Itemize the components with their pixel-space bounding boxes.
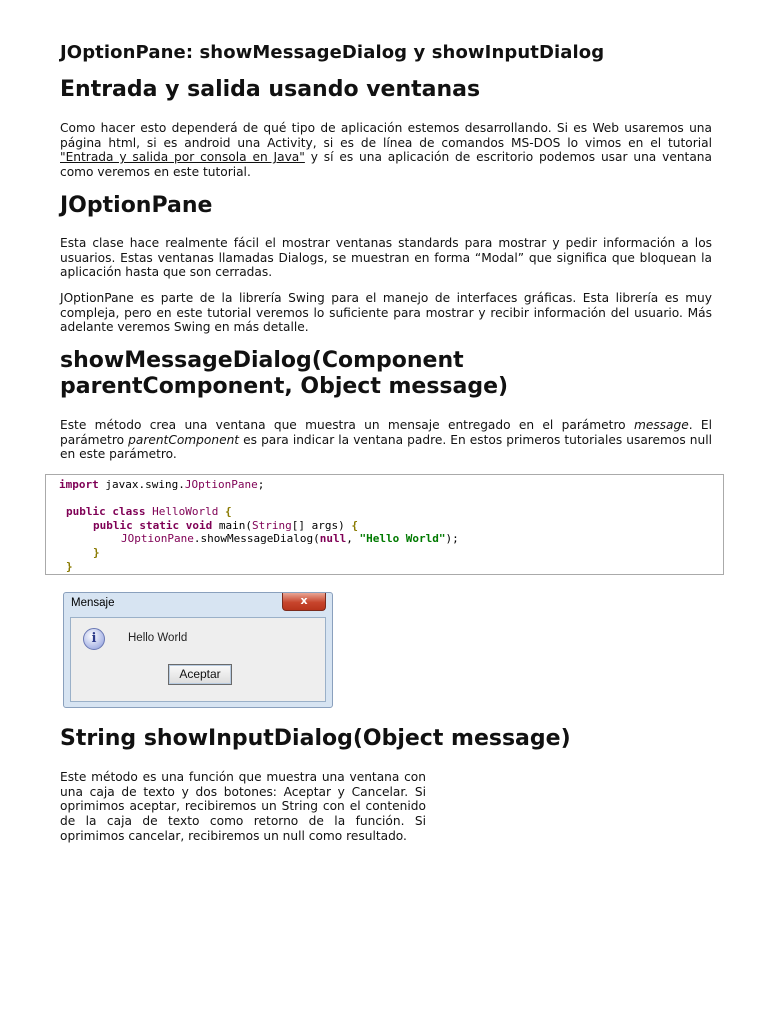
heading-showmessagedialog-line2: parentComponent, Object message) [60,374,509,399]
code-line-blank [46,492,723,506]
code-class-name: HelloWorld [145,505,225,519]
code-call-end: ); [445,532,459,546]
code-block [45,474,724,575]
showmessage-paragraph [60,418,712,462]
document-title: JOptionPane: showMessageDialog y showInputDialog [60,42,605,63]
code-line-call [46,532,723,546]
code-class-keyword: public class [66,505,146,519]
showmessage-text-c: es para indicar la ventana padre. En estos primeros tutoriales usaremos null en este parámetro. [60,432,713,462]
dialog-message: Hello World [128,632,188,644]
code-import-class: JOptionPane [184,478,258,491]
dialog-title: Mensaje [71,597,115,609]
code-line-class [46,505,723,519]
intro-text-1: Como hacer esto dependerá de qué tipo de aplicación estemos desarrollando. Si es Web usaremos una página html, si es android una Activity, si es de línea de comandos MS-DOS lo vimos en el tutorial [60,121,712,150]
intro-paragraph [60,121,712,180]
dialog-body [70,617,326,702]
tutorial-link[interactable]: "Entrada y salida por consola en Java" [60,150,305,165]
code-line-class-close [46,560,723,574]
joptionpane-paragraph-1: Esta clase hace realmente fácil el mostrar ventanas standards para mostrar y pedir información a los usuarios. Estas ventanas llamadas Dialogs, se muestran en forma “Modal” que significa que bloquean la aplicación hasta que son cerradas. [60,236,712,280]
code-line-main [46,519,723,533]
showmessage-text-a: Este método crea una ventana que muestra un mensaje entregado en el parámetro [60,418,634,432]
code-brace-open: { [224,505,232,519]
code-call-method: .showMessageDialog( [193,532,320,546]
code-line-import [46,478,723,492]
code-main-args: [] args) [291,518,352,532]
code-semicolon: ; [257,478,265,491]
information-icon: i [83,628,105,650]
param-parentcomponent: parentComponent [128,432,240,447]
showmessage-text-b: . El parámetro [60,418,712,447]
code-string-literal: "Hello World" [359,532,446,546]
code-line-main-close [46,546,723,560]
close-icon[interactable]: x [282,593,326,611]
code-main-keyword: public static void [93,518,213,532]
code-import-keyword: import [59,478,99,491]
code-null-keyword: null [319,532,347,546]
code-call-class: JOptionPane [121,532,194,546]
message-dialog-screenshot [63,592,333,708]
param-message: message [633,418,689,432]
code-main-name: main( [212,518,252,532]
code-comma: , [346,532,360,546]
code-main-brace-close: } [93,545,100,559]
code-class-brace-close: } [66,559,73,573]
showinput-paragraph: Este método es una función que muestra una ventana con una caja de texto y dos botones: Aceptar y Cancelar. Si oprimimos aceptar, recibiremos un String con el contenido de la caja de texto como retorno de la función. Si oprimimos cancelar, recibiremos un null como resultado. [60,770,426,843]
heading-entrada-salida: Entrada y salida usando ventanas [60,77,481,102]
code-import-package: javax.swing. [98,478,185,491]
heading-showmessagedialog-line1: showMessageDialog(Component [60,348,464,373]
heading-joptionpane: JOptionPane [60,193,213,218]
intro-text-2: y sí es una aplicación de escritorio podemos usar una ventana como veremos en este tutorial. [60,150,712,180]
dialog-titlebar [64,593,332,615]
code-main-brace-open: { [351,518,358,532]
joptionpane-paragraph-2: JOptionPane es parte de la librería Swing para el manejo de interfaces gráficas. Esta librería es muy compleja, pero en este tutorial veremos lo suficiente para mostrar y recibir información del usuario. Más adelante veremos Swing en más detalle. [60,291,712,335]
code-string-type: String [251,518,292,532]
aceptar-button[interactable]: Aceptar [168,664,232,685]
heading-showinputdialog: String showInputDialog(Object message) [60,726,571,751]
